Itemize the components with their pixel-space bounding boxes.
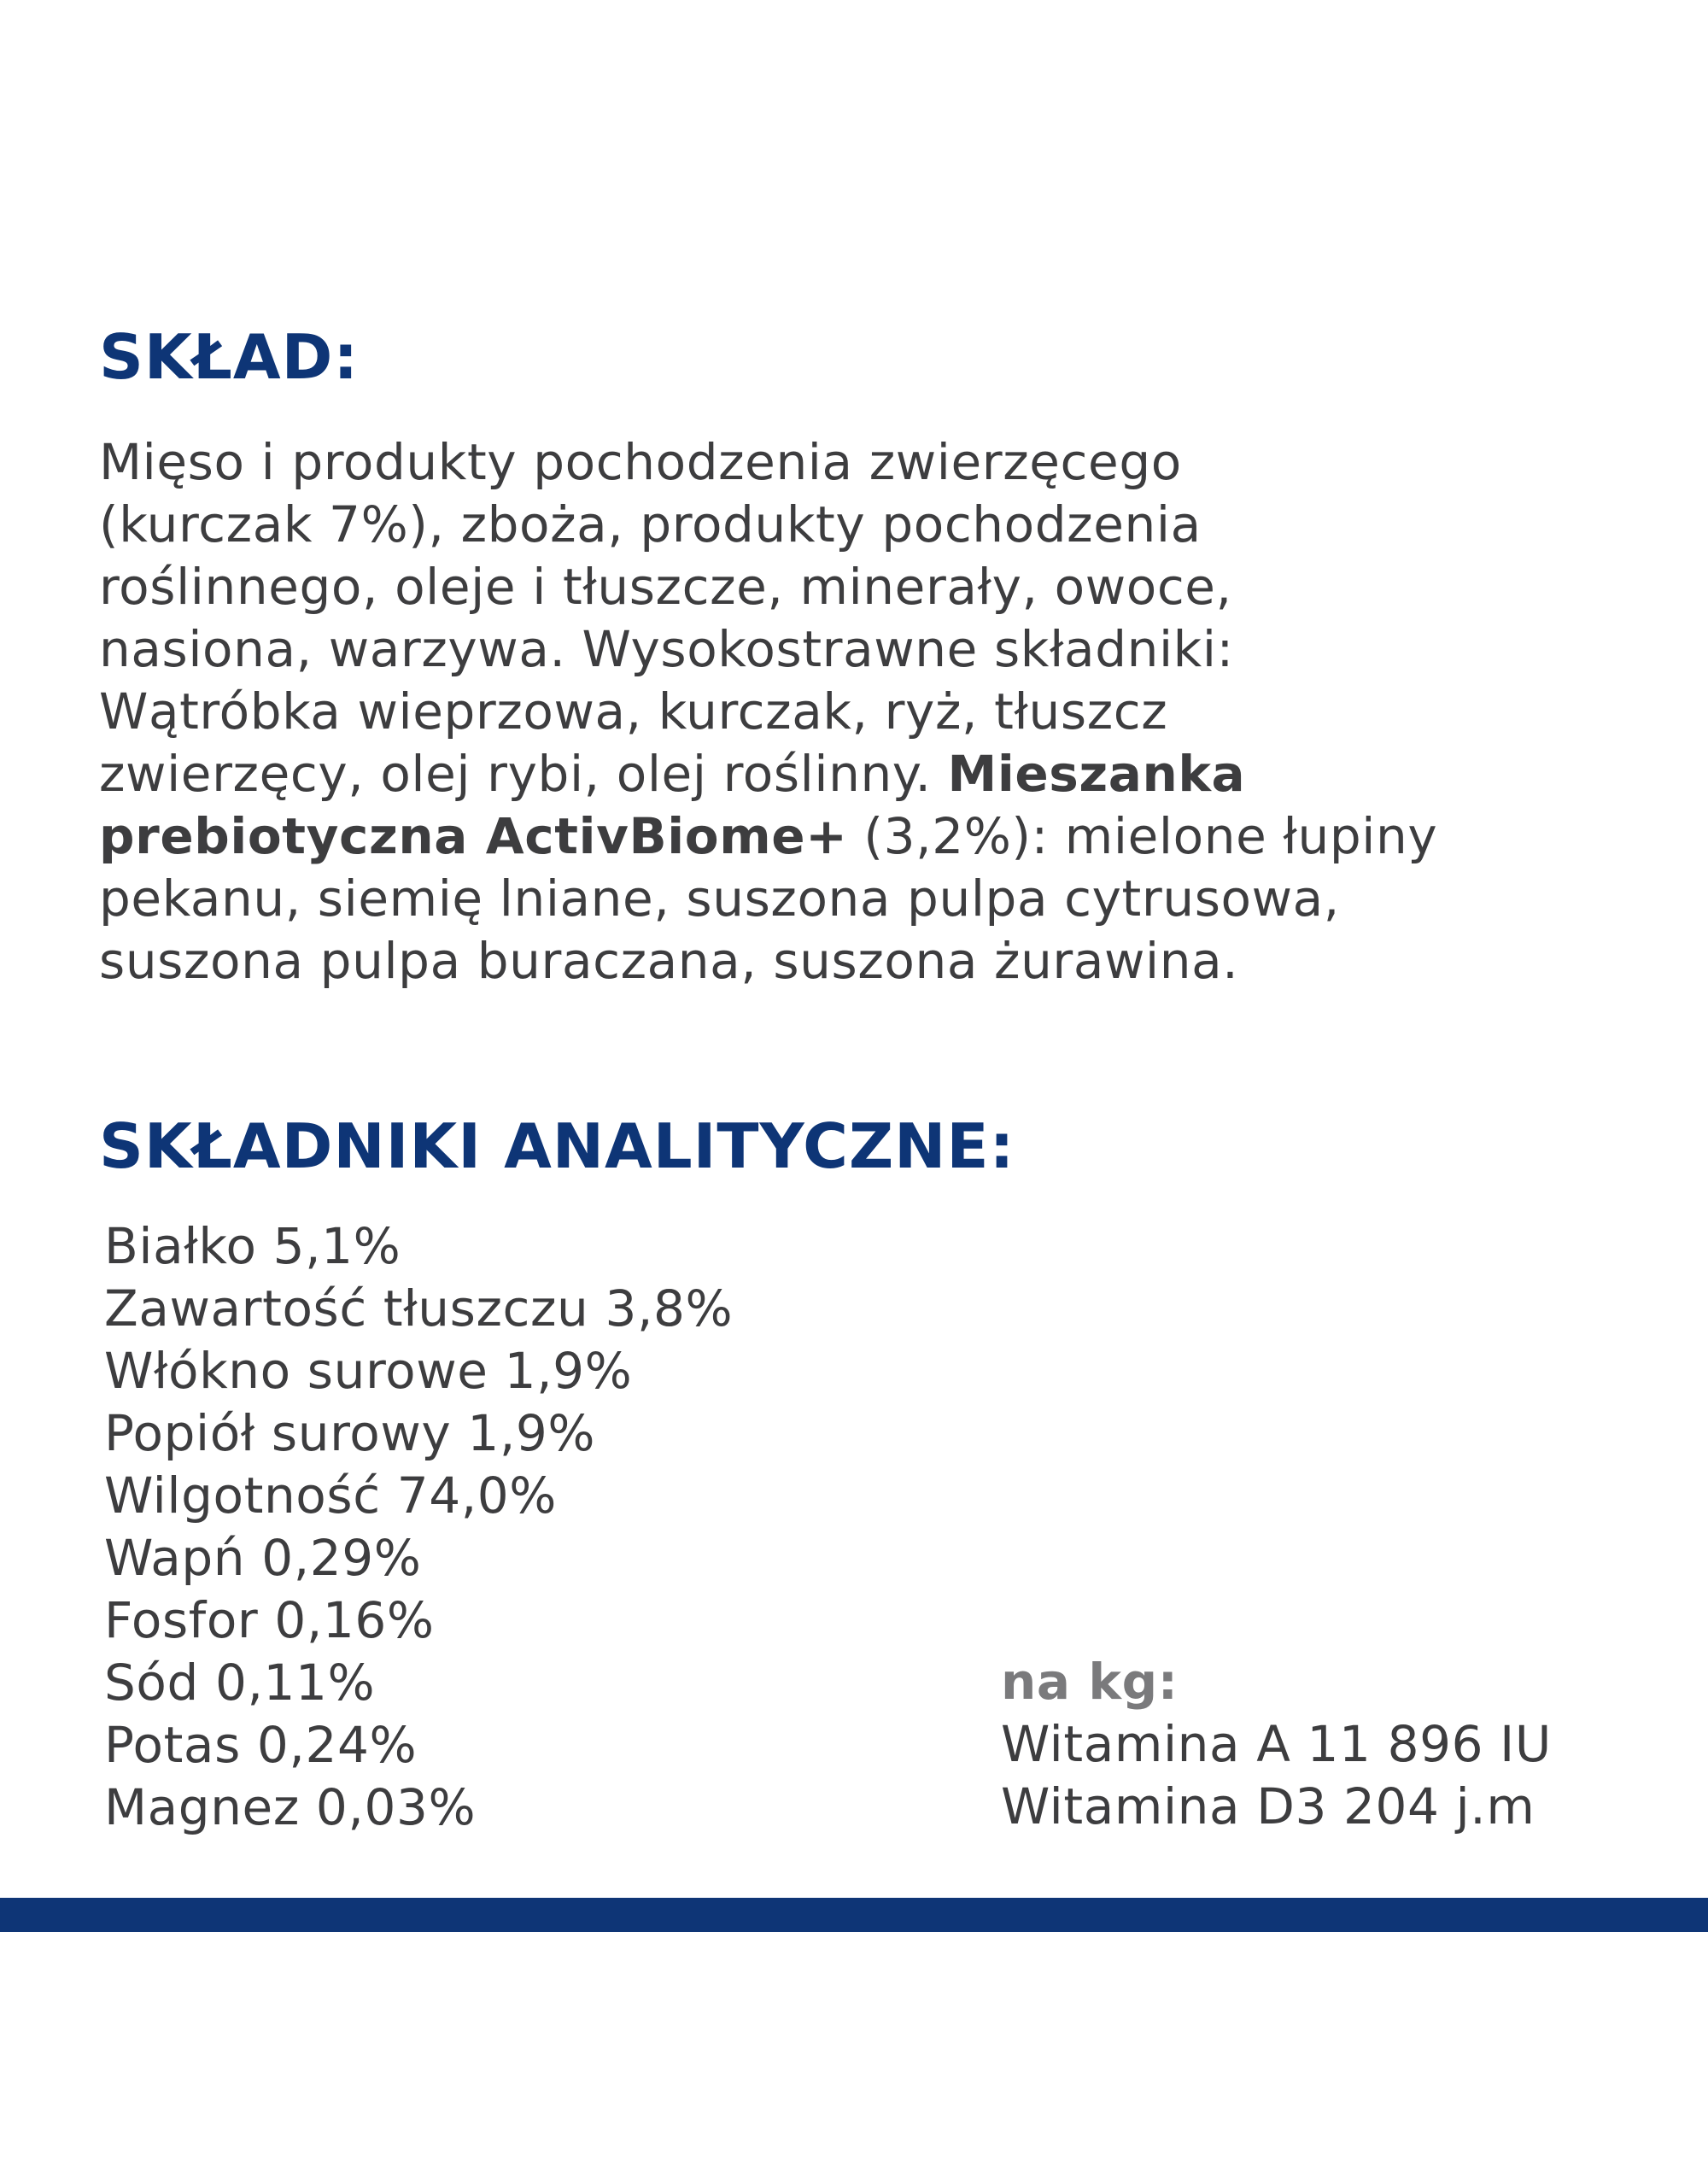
- analytic-item: Fosfor 0,16%: [104, 1591, 435, 1649]
- vitamin-item: Witamina A 11 896 IU: [1001, 1715, 1552, 1773]
- composition-line: (kurczak 7%), zboża, produkty pochodzenia: [99, 495, 1202, 553]
- composition-line-with-bold: [99, 743, 1636, 805]
- analytic-item: Wapń 0,29%: [104, 1529, 422, 1587]
- composition-line: nasiona, warzywa. Wysokostrawne składniki:: [99, 620, 1234, 678]
- bottom-divider-band: [0, 1898, 1708, 1932]
- composition-text: [99, 431, 1636, 992]
- analytic-item: Sód 0,11%: [104, 1654, 376, 1712]
- analytic-item: Wilgotność 74,0%: [104, 1466, 557, 1525]
- analytic-item: Potas 0,24%: [104, 1716, 418, 1774]
- composition-line: pekanu, siemię lniane, suszona pulpa cytrusowa,: [99, 869, 1340, 928]
- composition-line: roślinnego, oleje i tłuszcze, minerały, owoce,: [99, 558, 1232, 616]
- composition-line-with-bold: [99, 805, 1636, 868]
- prebiotic-mix-percent: (3,2%): mielone łupiny: [847, 807, 1438, 865]
- per-kg-label: na kg:: [1001, 1653, 1179, 1711]
- analytic-item: Białko 5,1%: [104, 1217, 401, 1275]
- composition-line: Mięso i produkty pochodzenia zwierzęcego: [99, 433, 1182, 491]
- analytic-list: [104, 1215, 733, 1839]
- analytic-heading: SKŁADNIKI ANALITYCZNE:: [99, 1110, 1015, 1182]
- vitamin-item: Witamina D3 204 j.m: [1001, 1777, 1535, 1835]
- per-kg-block: [1001, 1651, 1552, 1838]
- composition-line: zwierzęcy, olej rybi, olej roślinny.: [99, 745, 948, 803]
- prebiotic-mix-label-part2: prebiotyczna ActivBiome+: [99, 807, 848, 865]
- composition-heading: SKŁAD:: [99, 321, 360, 393]
- composition-line: Wątróbka wieprzowa, kurczak, ryż, tłuszcz: [99, 682, 1168, 740]
- prebiotic-mix-label-part1: Mieszanka: [947, 745, 1246, 803]
- composition-line: suszona pulpa buraczana, suszona żurawina.: [99, 932, 1239, 990]
- analytic-item: Zawartość tłuszczu 3,8%: [104, 1279, 734, 1338]
- analytic-item: Włókno surowe 1,9%: [104, 1342, 633, 1400]
- analytic-item: Magnez 0,03%: [104, 1778, 477, 1836]
- analytic-item: Popiół surowy 1,9%: [104, 1404, 596, 1462]
